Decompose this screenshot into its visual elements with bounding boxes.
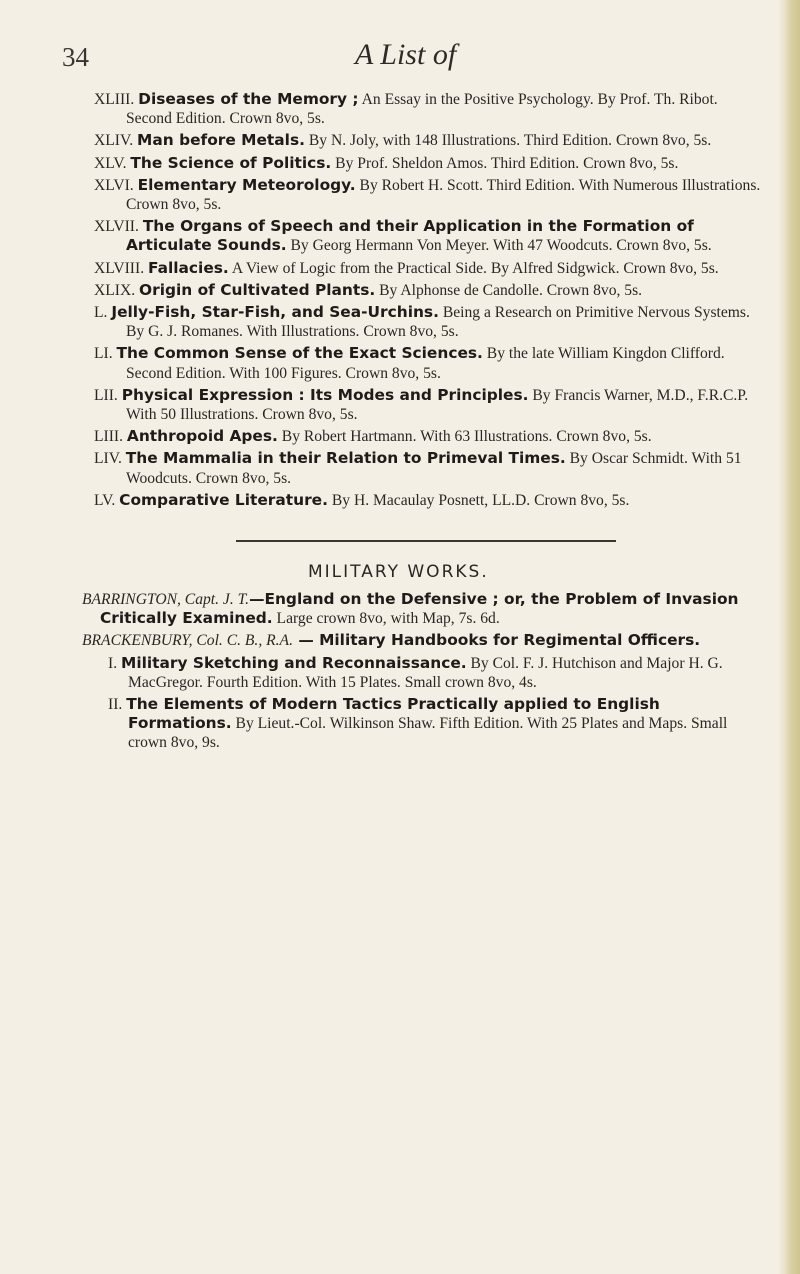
entry-details: By H. Macaulay Posnett, LL.D. Crown 8vo, 5s. [327, 491, 630, 509]
book-list [82, 90, 766, 756]
list-item [82, 631, 766, 650]
entry-title: Anthropoid Apes. [126, 427, 278, 446]
list-item [94, 449, 766, 487]
entry-title: The Mammalia in their Relation to Primeval Times. [125, 449, 566, 468]
list-item [108, 695, 766, 753]
entry-title: Jelly-Fish, Star-Fish, and Sea-Urchins. [111, 303, 439, 322]
entry-title: The Elements of Modern Tactics Practically applied to English Formations. [126, 695, 660, 733]
page-number: 34 [62, 42, 89, 72]
entry-number: II. [108, 696, 123, 714]
entry-author: BARRINGTON, Capt. J. T. [82, 591, 250, 609]
entry-number: I. [108, 654, 118, 672]
entry-number: L. [94, 304, 108, 322]
entry-details: By Alphonse de Candolle. Crown 8vo, 5s. [375, 281, 643, 299]
entry-details: A View of Logic from the Practical Side. By Alfred Sidgwick. Crown 8vo, 5s. [228, 259, 719, 277]
entry-details: By Robert H. Scott. Third Edition. With Numerous Illustrations. Crown 8vo, 5s. [126, 176, 761, 214]
list-item [94, 427, 766, 446]
entry-number: XLIV. [94, 132, 134, 150]
list-item [94, 303, 766, 341]
entry-title: Diseases of the Memory ; [138, 90, 359, 108]
page-edge [778, 0, 800, 1274]
entry-number: XLVIII. [94, 259, 145, 277]
entry-details: By Robert Hartmann. With 63 Illustrations. Crown 8vo, 5s. [277, 428, 652, 446]
entry-details: By N. Joly, with 148 Illustrations. Third Edition. Crown 8vo, 5s. [304, 132, 712, 150]
section-heading: MILITARY WORKS. [308, 562, 489, 583]
entry-title: The Organs of Speech and their Application in the Formation of Articulate Sounds. [126, 217, 694, 255]
entry-title: Physical Expression : Its Modes and Principles. [121, 385, 529, 404]
entry-number: LII. [94, 386, 118, 404]
entry-title: Elementary Meteorology. [137, 175, 356, 194]
list-item [94, 281, 766, 300]
entry-details: By Lieut.-Col. Wilkinson Shaw. Fifth Edition. With 25 Plates and Maps. Small crown 8vo, 9s. [128, 715, 728, 752]
list-item [108, 654, 766, 692]
list-item [94, 90, 766, 128]
entry-number: XLVII. [94, 218, 139, 236]
entry-details: Being a Research on Primitive Nervous Systems. By G. J. Romanes. With Illustrations. Crown 8vo, 5s. [126, 304, 750, 341]
entry-number: XLIX. [94, 281, 136, 299]
entry-title: —England on the Defensive ; or, the Problem of Invasion Critically Examined. [100, 590, 739, 628]
entry-details: By the late William Kingdon Clifford. Second Edition. With 100 Figures. Crown 8vo, 5s. [126, 345, 725, 382]
list-item [94, 344, 766, 382]
entry-details: By Georg Hermann Von Meyer. With 47 Woodcuts. Crown 8vo, 5s. [286, 237, 712, 255]
list-item [94, 259, 766, 278]
entry-title: Military Sketching and Reconnaissance. [121, 653, 467, 672]
entry-number: LIV. [94, 450, 122, 468]
list-item [94, 217, 766, 255]
entry-title: Origin of Cultivated Plants. [139, 280, 376, 299]
entry-title: — Military Handbooks for Regimental Officers. [292, 631, 701, 650]
entry-number: XLIII. [94, 91, 135, 108]
section-divider [236, 540, 616, 542]
list-item [94, 491, 766, 510]
entry-details: Large crown 8vo, with Map, 7s. 6d. [272, 610, 500, 628]
list-item [94, 176, 766, 214]
entry-author: BRACKENBURY, Col. C. B., R.A. [82, 632, 293, 650]
page-header [0, 30, 800, 80]
entry-title: The Science of Politics. [130, 153, 332, 172]
entry-title: Fallacies. [148, 258, 229, 277]
entry-details: By Francis Warner, M.D., F.R.C.P. With 50 Illustrations. Crown 8vo, 5s. [126, 386, 749, 424]
list-item [94, 131, 766, 150]
entry-number: XLVI. [94, 176, 134, 194]
entry-title: The Common Sense of the Exact Sciences. [116, 344, 483, 363]
entry-details: By Prof. Sheldon Amos. Third Edition. Crown 8vo, 5s. [331, 154, 679, 172]
entry-details: By Col. F. J. Hutchison and Major H. G. MacGregor. Fourth Edition. With 15 Plates. Small crown 8vo, 4s. [128, 654, 723, 691]
running-title: A List of [355, 38, 457, 71]
entry-number: XLV. [94, 154, 127, 172]
list-item [82, 590, 766, 628]
entry-title: Comparative Literature. [119, 490, 328, 509]
entry-number: LIII. [94, 428, 124, 446]
entry-title: Man before Metals. [137, 131, 305, 150]
entry-details: By Oscar Schmidt. With 51 Woodcuts. Crown 8vo, 5s. [126, 450, 742, 487]
list-item [94, 154, 766, 173]
entry-details: An Essay in the Positive Psychology. By Prof. Th. Ribot. Second Edition. Crown 8vo, 5s. [126, 91, 718, 128]
entry-number: LV. [94, 491, 116, 509]
list-item [94, 386, 766, 424]
entry-number: LI. [94, 345, 113, 363]
